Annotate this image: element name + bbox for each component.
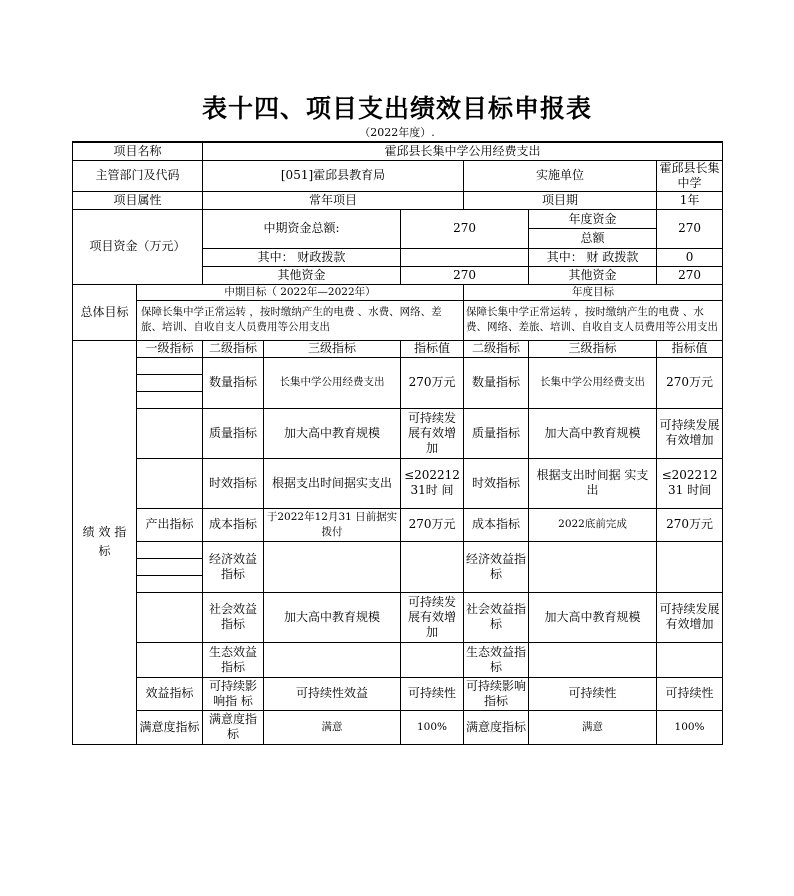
perf-row: 社会效益指标 <box>203 592 264 642</box>
perf-row: 质量指标 <box>203 408 264 458</box>
annual-fiscal-value: 0 <box>657 248 723 266</box>
level1-blank <box>137 458 203 508</box>
perf-row-value-annual: 可持续性 <box>657 677 723 710</box>
level1-blank <box>137 391 203 408</box>
value-header-annual: 指标值 <box>657 340 723 357</box>
annual-goal-text: 保障长集中学正常运转 ，按时缴纳产生的电费 、水费、网络、差旅、培训、自收自支人员费用等公用支出 <box>464 300 723 340</box>
level3-header-annual: 三级指标 <box>529 340 657 357</box>
period-value: 1年 <box>657 191 723 209</box>
annual-goal-header: 年度目标 <box>464 284 723 300</box>
mid-other-label: 其他资金 <box>203 266 401 284</box>
perf-row-l3-annual <box>529 642 657 677</box>
perf-row-value: 可持续性 <box>401 677 464 710</box>
perf-row-value-annual: ≤20221231 时间 <box>657 458 723 508</box>
perf-row: 经济效益指标 <box>203 541 264 592</box>
perf-row-l3-annual: 可持续性 <box>529 677 657 710</box>
mid-fiscal-label: 其中： 财政拨款 <box>203 248 401 266</box>
level1-blank <box>137 374 203 391</box>
perf-row-value: 100% <box>401 710 464 744</box>
perf-row: 生态效益指标 <box>203 642 264 677</box>
impl-value: 霍邱县长集中学 <box>657 160 723 191</box>
perf-row-annual: 经济效益指标 <box>464 541 529 592</box>
impl-label: 实施单位 <box>464 160 657 191</box>
perf-row-annual: 数量指标 <box>464 357 529 408</box>
level1-blank <box>137 592 203 642</box>
mid-other-value: 270 <box>401 266 529 284</box>
mid-fiscal-value <box>401 248 529 266</box>
period-label: 项目期 <box>464 191 657 209</box>
benefit-indicator-label: 效益指标 <box>137 677 203 710</box>
annual-total-label-2: 总额 <box>580 230 605 245</box>
perf-row-annual: 社会效益指标 <box>464 592 529 642</box>
perf-row-l3 <box>264 541 401 592</box>
perf-row-l3: 满意 <box>264 710 401 744</box>
perf-label: 绩 效 指 标 <box>73 340 137 744</box>
perf-row-value: 270万元 <box>401 357 464 408</box>
perf-row-l3: 根据支出时间据实支出 <box>264 458 401 508</box>
perf-row-l3 <box>264 642 401 677</box>
level1-header: 一级指标 <box>137 340 203 357</box>
perf-row-value-annual: 270万元 <box>657 357 723 408</box>
perf-row-value-annual <box>657 541 723 592</box>
perf-row-l3-annual: 满意 <box>529 710 657 744</box>
level2-header: 二级指标 <box>203 340 264 357</box>
report-year: （2022年度）. <box>359 126 435 139</box>
perf-row-annual: 时效指标 <box>464 458 529 508</box>
perf-row-l3: 于2022年12月31 日前据实拨付 <box>264 508 401 541</box>
annual-other-label: 其他资金 <box>529 266 657 284</box>
value-header: 指标值 <box>401 340 464 357</box>
satisfaction-indicator-label: 满意度指标 <box>137 710 203 744</box>
perf-row-l3-annual <box>529 541 657 592</box>
perf-row: 时效指标 <box>203 458 264 508</box>
perf-row-value-annual: 可持续发展有效增加 <box>657 592 723 642</box>
project-name-label: 项目名称 <box>73 142 203 160</box>
page-title: 表十四、项目支出绩效目标申报表 <box>201 94 592 123</box>
mid-total-label: 中期资金总额: <box>203 209 401 248</box>
level1-blank <box>137 408 203 458</box>
perf-row-l3-annual: 加大高中教育规模 <box>529 592 657 642</box>
mid-total-value: 270 <box>401 209 529 248</box>
perf-row-value-annual <box>657 642 723 677</box>
level3-header: 三级指标 <box>264 340 401 357</box>
perf-row-value: 可持续发展有效增加 <box>401 592 464 642</box>
project-name-value: 霍邱县长集中学公用经费支出 <box>203 142 723 160</box>
perf-row-l3: 可持续性效益 <box>264 677 401 710</box>
perf-row: 满意度指标 <box>203 710 264 744</box>
attr-label: 项目属性 <box>73 191 203 209</box>
perf-row: 数量指标 <box>203 357 264 408</box>
annual-fiscal-label: 其中： 财 政拨款 <box>529 248 657 266</box>
funds-label: 项目资金（万元） <box>73 209 203 284</box>
perf-row: 可持续影响指 标 <box>203 677 264 710</box>
perf-row-value: 可持续发展有效增加 <box>401 408 464 458</box>
dept-label: 主管部门及代码 <box>73 160 203 191</box>
perf-row-value: 270万元 <box>401 508 464 541</box>
perf-row-value-annual: 100% <box>657 710 723 744</box>
annual-total-label-1: 年度资金 <box>529 210 656 229</box>
goals-label: 总体目标 <box>73 284 137 340</box>
level1-blank <box>137 541 203 558</box>
perf-row-annual: 可持续影响指标 <box>464 677 529 710</box>
perf-row: 成本指标 <box>203 508 264 541</box>
perf-row-annual: 成本指标 <box>464 508 529 541</box>
mid-goal-text: 保障长集中学正常运转 ，按时缴纳产生的电费 、水费、网络、差旅、培训、自收自支人员费用等公用支出 <box>137 300 464 340</box>
perf-row-l3: 加大高中教育规模 <box>264 592 401 642</box>
perf-row-annual: 满意度指标 <box>464 710 529 744</box>
perf-row-l3-annual: 加大高中教育规模 <box>529 408 657 458</box>
perf-row-value-annual: 可持续发展有效增加 <box>657 408 723 458</box>
perf-row-l3: 长集中学公用经费支出 <box>264 357 401 408</box>
level1-blank <box>137 558 203 575</box>
level1-blank <box>137 575 203 592</box>
perf-row-l3-annual: 2022底前完成 <box>529 508 657 541</box>
attr-value: 常年项目 <box>203 191 464 209</box>
perf-row-annual: 生态效益指标 <box>464 642 529 677</box>
perf-row-value-annual: 270万元 <box>657 508 723 541</box>
output-indicator-label: 产出指标 <box>137 508 203 541</box>
perf-row-value: ≤20221231时 间 <box>401 458 464 508</box>
level1-blank <box>137 642 203 677</box>
level1-blank <box>137 357 203 374</box>
perf-row-l3-annual: 根据支出时间据 实支出 <box>529 458 657 508</box>
mid-goal-header: 中期目标（ 2022年—2022年） <box>137 284 464 300</box>
annual-other-value: 270 <box>657 266 723 284</box>
level2-header-annual: 二级指标 <box>464 340 529 357</box>
perf-row-value <box>401 541 464 592</box>
perf-row-annual: 质量指标 <box>464 408 529 458</box>
perf-row-value <box>401 642 464 677</box>
performance-target-form <box>72 141 723 745</box>
perf-row-l3-annual: 长集中学公用经费支出 <box>529 357 657 408</box>
perf-row-l3: 加大高中教育规模 <box>264 408 401 458</box>
dept-value: [051]霍邱县教育局 <box>203 160 464 191</box>
annual-total-value: 270 <box>657 209 723 248</box>
